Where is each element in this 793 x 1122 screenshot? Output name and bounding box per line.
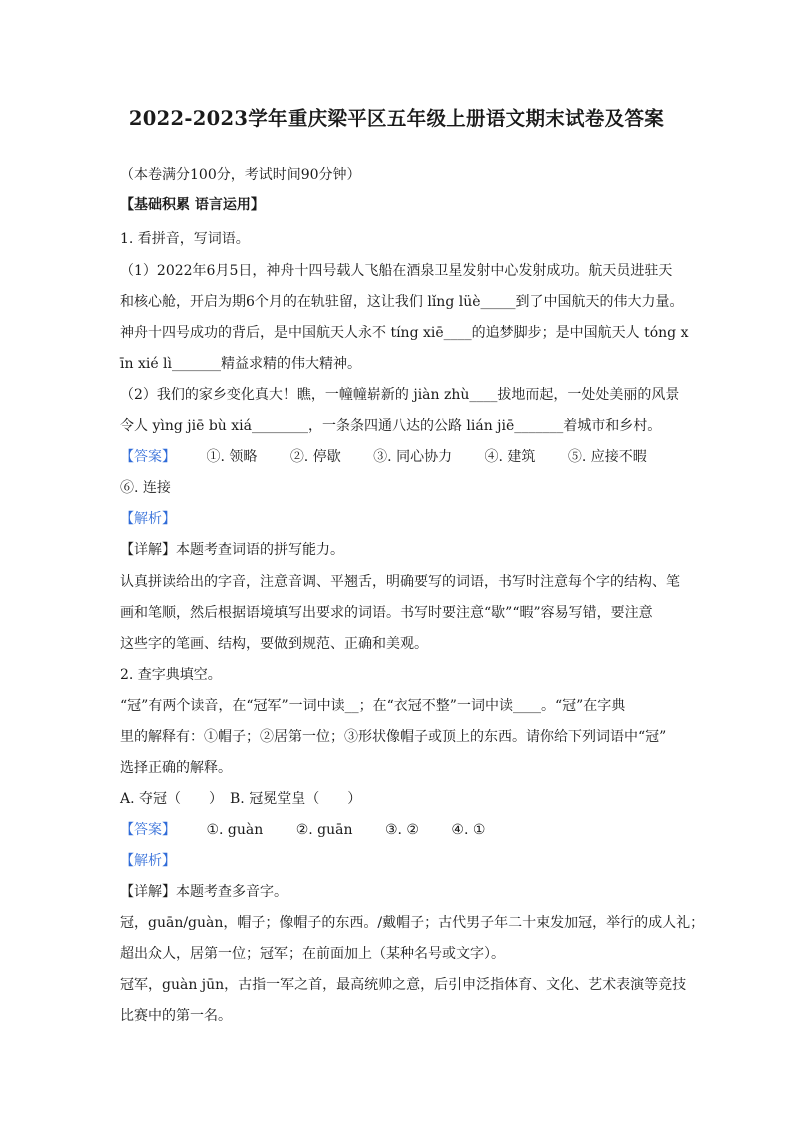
exam-note: （本卷满分100分，考试时间90分钟） — [120, 167, 361, 183]
answer-item: ③. 同心协力 — [373, 449, 453, 465]
q1-heading: 1. 看拼音，写词语。 — [120, 231, 250, 247]
section-heading: 【基础积累 语言运用】 — [120, 197, 265, 213]
q1-para2-line: 令人 yìng jiē bù xiá________，一条条四通八达的公路 lián jiē_______着城市和乡村。 — [120, 418, 662, 434]
q1-para1-line: 和核心舱，开启为期6个月的在轨驻留，这让我们 lǐng lüè_____到了中国航天的伟大力量。 — [120, 294, 684, 310]
q2-choices: A. 夺冠（ ） B. 冠冕堂皇（ ） — [120, 791, 362, 807]
answer-item: ②. 停歇 — [289, 449, 341, 465]
detail-line: 【详解】本题考查多音字。 — [120, 884, 288, 900]
answer-item: ①. 领略 — [206, 449, 258, 465]
q1-para2-line: （2）我们的家乡变化真大！瞧，一幢幢崭新的 jiàn zhù____拔地而起，一处处美丽的风景 — [120, 387, 680, 403]
q2-body-line: “冠”有两个读音，在“冠军”一词中读__；在“衣冠不整”一词中读____。“冠”在字典 — [120, 698, 626, 714]
explain-line: 画和笔顺，然后根据语境填写出要求的词语。书写时要注意“歇”“暇”容易写错，要注意 — [120, 605, 653, 621]
q2-heading: 2. 查字典填空。 — [120, 667, 222, 683]
answer-item: ③. ② — [384, 822, 419, 838]
answer-item: ⑤. 应接不暇 — [567, 449, 647, 465]
q1-para1-line: 神舟十四号成功的背后，是中国航天人永不 tíng xiē____的追梦脚步；是中国航天人 tóng x — [120, 325, 689, 341]
q2-answer-row — [120, 821, 680, 839]
answer-item: ④. ① — [451, 822, 486, 838]
analysis-label: 【解析】 — [120, 853, 176, 869]
q1-answer-row — [120, 448, 680, 466]
answer-item: ④. 建筑 — [484, 449, 536, 465]
explain-line: 这些字的笔画、结构，要做到规范、正确和美观。 — [120, 636, 428, 652]
answer-item: ②. guān — [295, 822, 353, 838]
analysis-label: 【解析】 — [120, 511, 176, 527]
answer-item: ①. guàn — [206, 822, 264, 838]
explain-line: 超出众人，居第一位；冠军；在前面加上（某种名号或文字）。 — [120, 946, 505, 962]
q1-para1-line: īn xié lì_______精益求精的伟大精神。 — [120, 356, 362, 372]
explain-line: 比赛中的第一名。 — [120, 1008, 232, 1024]
q2-body-line: 里的解释有：①帽子；②居第一位；③形状像帽子或顶上的东西。请你给下列词语中“冠” — [120, 729, 667, 745]
page-title: 2022-2023学年重庆梁平区五年级上册语文期末试卷及答案 — [128, 107, 665, 130]
explain-line: 认真拼读给出的字音，注意音调、平翘舌，明确要写的词语，书写时注意每个字的结构、笔 — [120, 574, 680, 590]
answer-label: 【答案】 — [120, 449, 176, 465]
answer-item: ⑥. 连接 — [120, 480, 171, 496]
explain-line: 冠，guān/guàn，帽子；像帽子的东西。/戴帽子；古代男子年二十束发加冠，举行的成人礼； — [120, 915, 705, 931]
explain-line: 冠军，guàn jūn，古指一军之首，最高统帅之意，后引申泛指体育、文化、艺术表演等竞技 — [120, 977, 687, 993]
answer-label: 【答案】 — [120, 822, 176, 838]
detail-line: 【详解】本题考查词语的拼写能力。 — [120, 542, 344, 558]
q1-para1-line: （1）2022年6月5日，神舟十四号载人飞船在酒泉卫星发射中心发射成功。航天员进驻天 — [120, 263, 673, 279]
q2-body-line: 选择正确的解释。 — [120, 760, 232, 776]
